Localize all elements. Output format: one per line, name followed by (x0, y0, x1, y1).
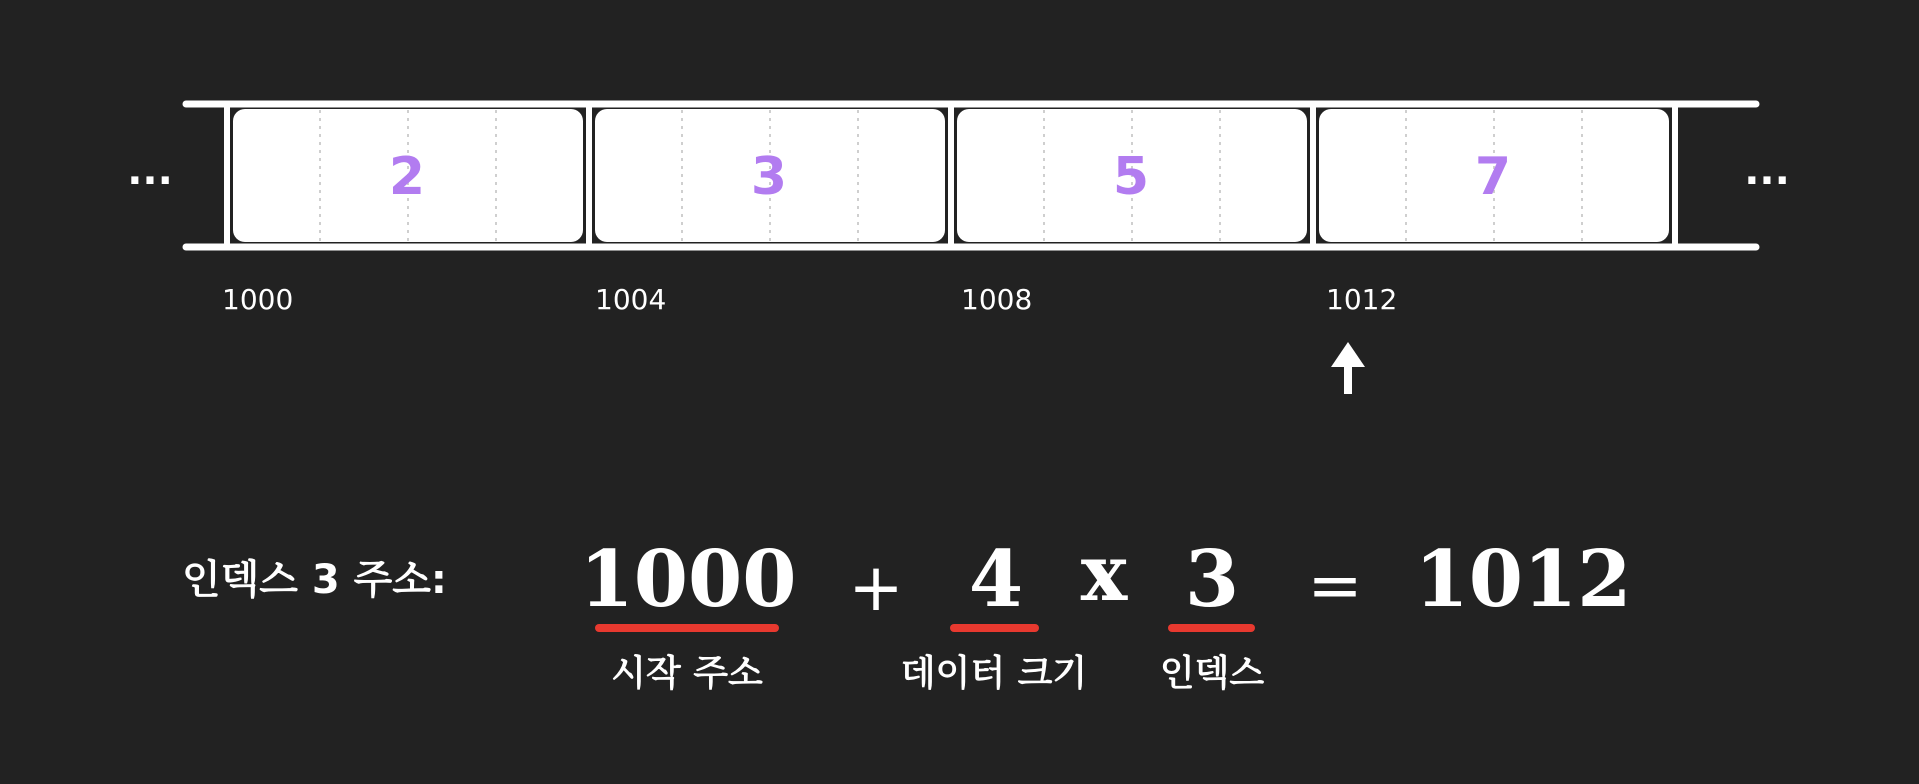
cell-value: 2 (388, 147, 426, 207)
up-arrow-icon (1331, 342, 1365, 394)
ellipsis-left: ... (127, 148, 173, 194)
cell-value: 7 (1474, 147, 1512, 207)
data-size-value: 4 (968, 534, 1024, 625)
address-label: 1000 (222, 283, 294, 316)
plus-operator: + (848, 549, 904, 626)
index-caption: 인덱스 (1159, 653, 1265, 694)
ellipsis-right: ... (1744, 148, 1790, 194)
equals-operator: = (1307, 547, 1363, 624)
start-address-value: 1000 (579, 534, 797, 625)
data-size-caption: 데이터 크기 (900, 653, 1088, 694)
result-value: 1012 (1414, 534, 1632, 625)
memory-cell (595, 109, 945, 242)
memory-cell (1319, 109, 1669, 242)
memory-cell (957, 109, 1307, 242)
address-label: 1008 (961, 283, 1033, 316)
start-address-caption: 시작 주소 (611, 653, 763, 694)
address-label: 1004 (595, 283, 667, 316)
memory-cell (233, 109, 583, 242)
equation-label: 인덱스 3 주소: (182, 557, 447, 603)
times-operator: x (1080, 528, 1128, 619)
cell-value: 3 (750, 147, 788, 207)
cell-value: 5 (1112, 147, 1150, 207)
address-label: 1012 (1326, 283, 1398, 316)
index-value: 3 (1184, 534, 1240, 625)
